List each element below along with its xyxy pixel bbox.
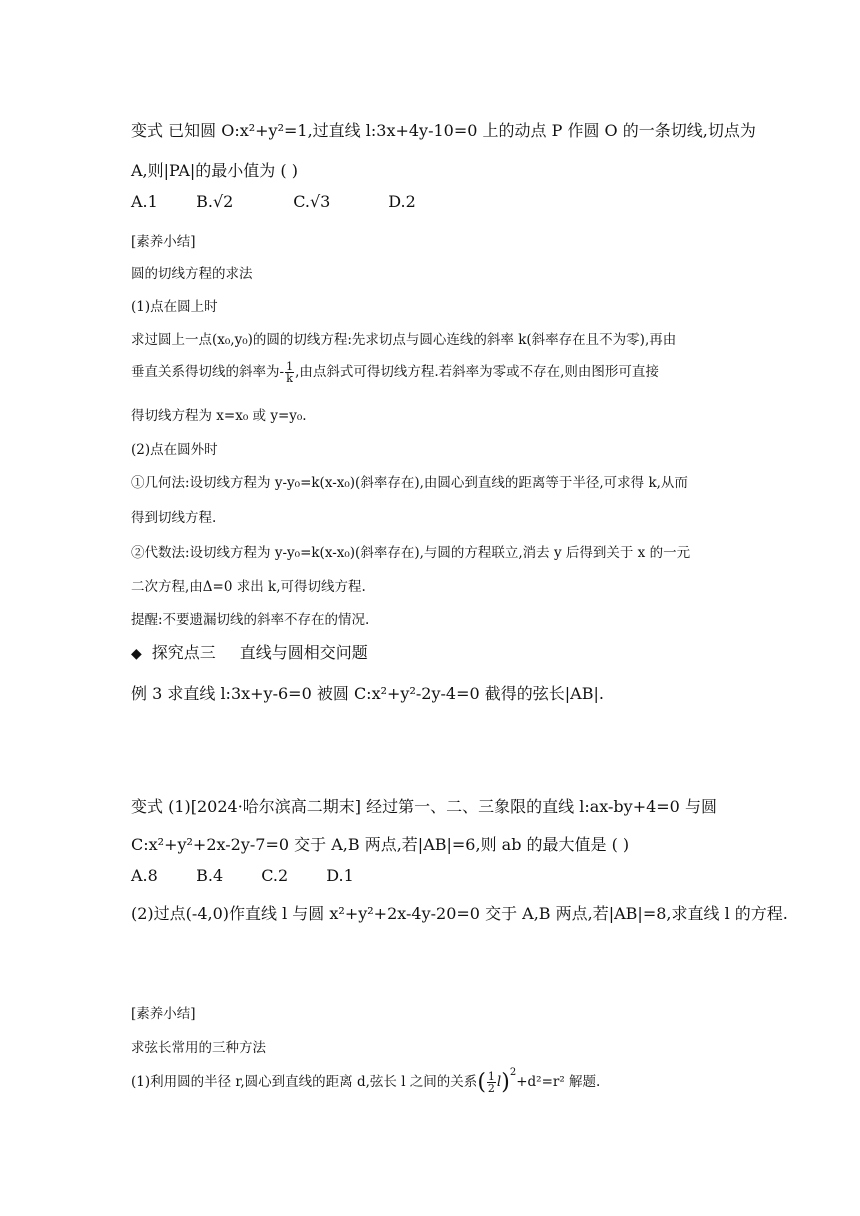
summary1-tip: 提醒:不要遗漏切线的斜率不存在的情况. xyxy=(131,612,370,628)
case1-text-a: 垂直关系得切线的斜率为- xyxy=(131,364,285,380)
summary1-case2-a1: ①几何法:设切线方程为 y-y₀=k(x-x₀)(斜率存在),由圆心到直线的距离等于半径,可求得 k,从而 xyxy=(131,475,688,491)
var-l: l xyxy=(496,1074,502,1090)
section-title: 探究点三 xyxy=(151,643,216,662)
fraction-one-half xyxy=(487,1071,496,1094)
summary1-case2-b1: ②代数法:设切线方程为 y-y₀=k(x-x₀)(斜率存在),与圆的方程联立,消去 y 后得到关于 x 的一元 xyxy=(131,545,691,561)
variant2-line2: C:x²+y²+2x-2y-7=0 交于 A,B 两点,若|AB|=6,则 ab 的最大值是 ( ) xyxy=(131,835,630,854)
variant2-line1: 变式 (1)[2024·哈尔滨高二期末] 经过第一、二、三象限的直线 l:ax-by+4=0 与圆 xyxy=(131,797,717,816)
item1-text-a: (1)利用圆的半径 r,圆心到直线的距离 d,弦长 l 之间的关系 xyxy=(131,1074,478,1090)
item1-text-b: +d²=r² 解题. xyxy=(516,1074,601,1090)
exponent-2: 2 xyxy=(509,1066,517,1078)
example3: 例 3 求直线 l:3x+y-6=0 被圆 C:x²+y²-2y-4=0 截得的弦长|AB|. xyxy=(131,684,604,703)
paren-close: ) xyxy=(501,1070,510,1095)
option-b[interactable]: B.4 xyxy=(196,866,224,885)
fraction-1-over-k xyxy=(285,361,294,384)
option-a[interactable]: A.1 xyxy=(131,192,158,211)
summary2-heading: 求弦长常用的三种方法 xyxy=(131,1040,266,1056)
variant2-question2: (2)过点(-4,0)作直线 l 与圆 x²+y²+2x-4y-20=0 交于 A,B 两点,若|AB|=8,求直线 l 的方程. xyxy=(131,904,788,923)
summary2-item1 xyxy=(131,1066,601,1095)
summary1-case2-b2: 二次方程,由Δ=0 求出 k,可得切线方程. xyxy=(131,579,366,595)
summary1-case1-title: (1)点在圆上时 xyxy=(131,299,218,315)
section-subtitle: 直线与圆相交问题 xyxy=(239,643,368,662)
section-heading xyxy=(131,640,368,663)
variant1-options xyxy=(131,192,416,211)
option-c[interactable]: C.√3 xyxy=(293,192,331,211)
summary1-case1-line1: 求过圆上一点(x₀,y₀)的圆的切线方程:先求切点与圆心连线的斜率 k(斜率存在且不为零),再由 xyxy=(131,332,677,348)
summary1-case2-a2: 得到切线方程. xyxy=(131,510,217,526)
option-d[interactable]: D.1 xyxy=(326,866,354,885)
summary2-title: [素养小结] xyxy=(131,1006,196,1022)
summary1-case2-title: (2)点在圆外时 xyxy=(131,442,218,458)
paren-open: ( xyxy=(477,1070,486,1095)
frac-numerator: 1 xyxy=(286,360,294,373)
option-b[interactable]: B.√2 xyxy=(196,192,234,211)
case1-text-b: ,由点斜式可得切线方程.若斜率为零或不存在,则由图形可直接 xyxy=(295,364,659,380)
summary1-title: [素养小结] xyxy=(131,234,196,250)
variant1-line2: A,则|PA|的最小值为 ( ) xyxy=(131,161,298,180)
frac-numerator: 1 xyxy=(487,1070,495,1083)
option-d[interactable]: D.2 xyxy=(388,192,416,211)
variant1-label: 变式 xyxy=(131,121,164,140)
summary1-case1-line2 xyxy=(131,360,659,384)
variant1-stem: 已知圆 O:x²+y²=1,过直线 l:3x+4y-10=0 上的动点 P 作圆 O 的一条切线,切点为 xyxy=(168,121,756,140)
frac-denominator: k xyxy=(286,372,293,385)
variant1-line1 xyxy=(131,118,756,141)
option-a[interactable]: A.8 xyxy=(131,866,158,885)
frac-denominator: 2 xyxy=(487,1082,495,1095)
summary1-heading: 圆的切线方程的求法 xyxy=(131,266,253,282)
variant2-options xyxy=(131,866,354,885)
summary1-case1-line3: 得切线方程为 x=x₀ 或 y=y₀. xyxy=(131,408,307,424)
option-c[interactable]: C.2 xyxy=(261,866,289,885)
diamond-icon: ◆ xyxy=(131,646,142,662)
